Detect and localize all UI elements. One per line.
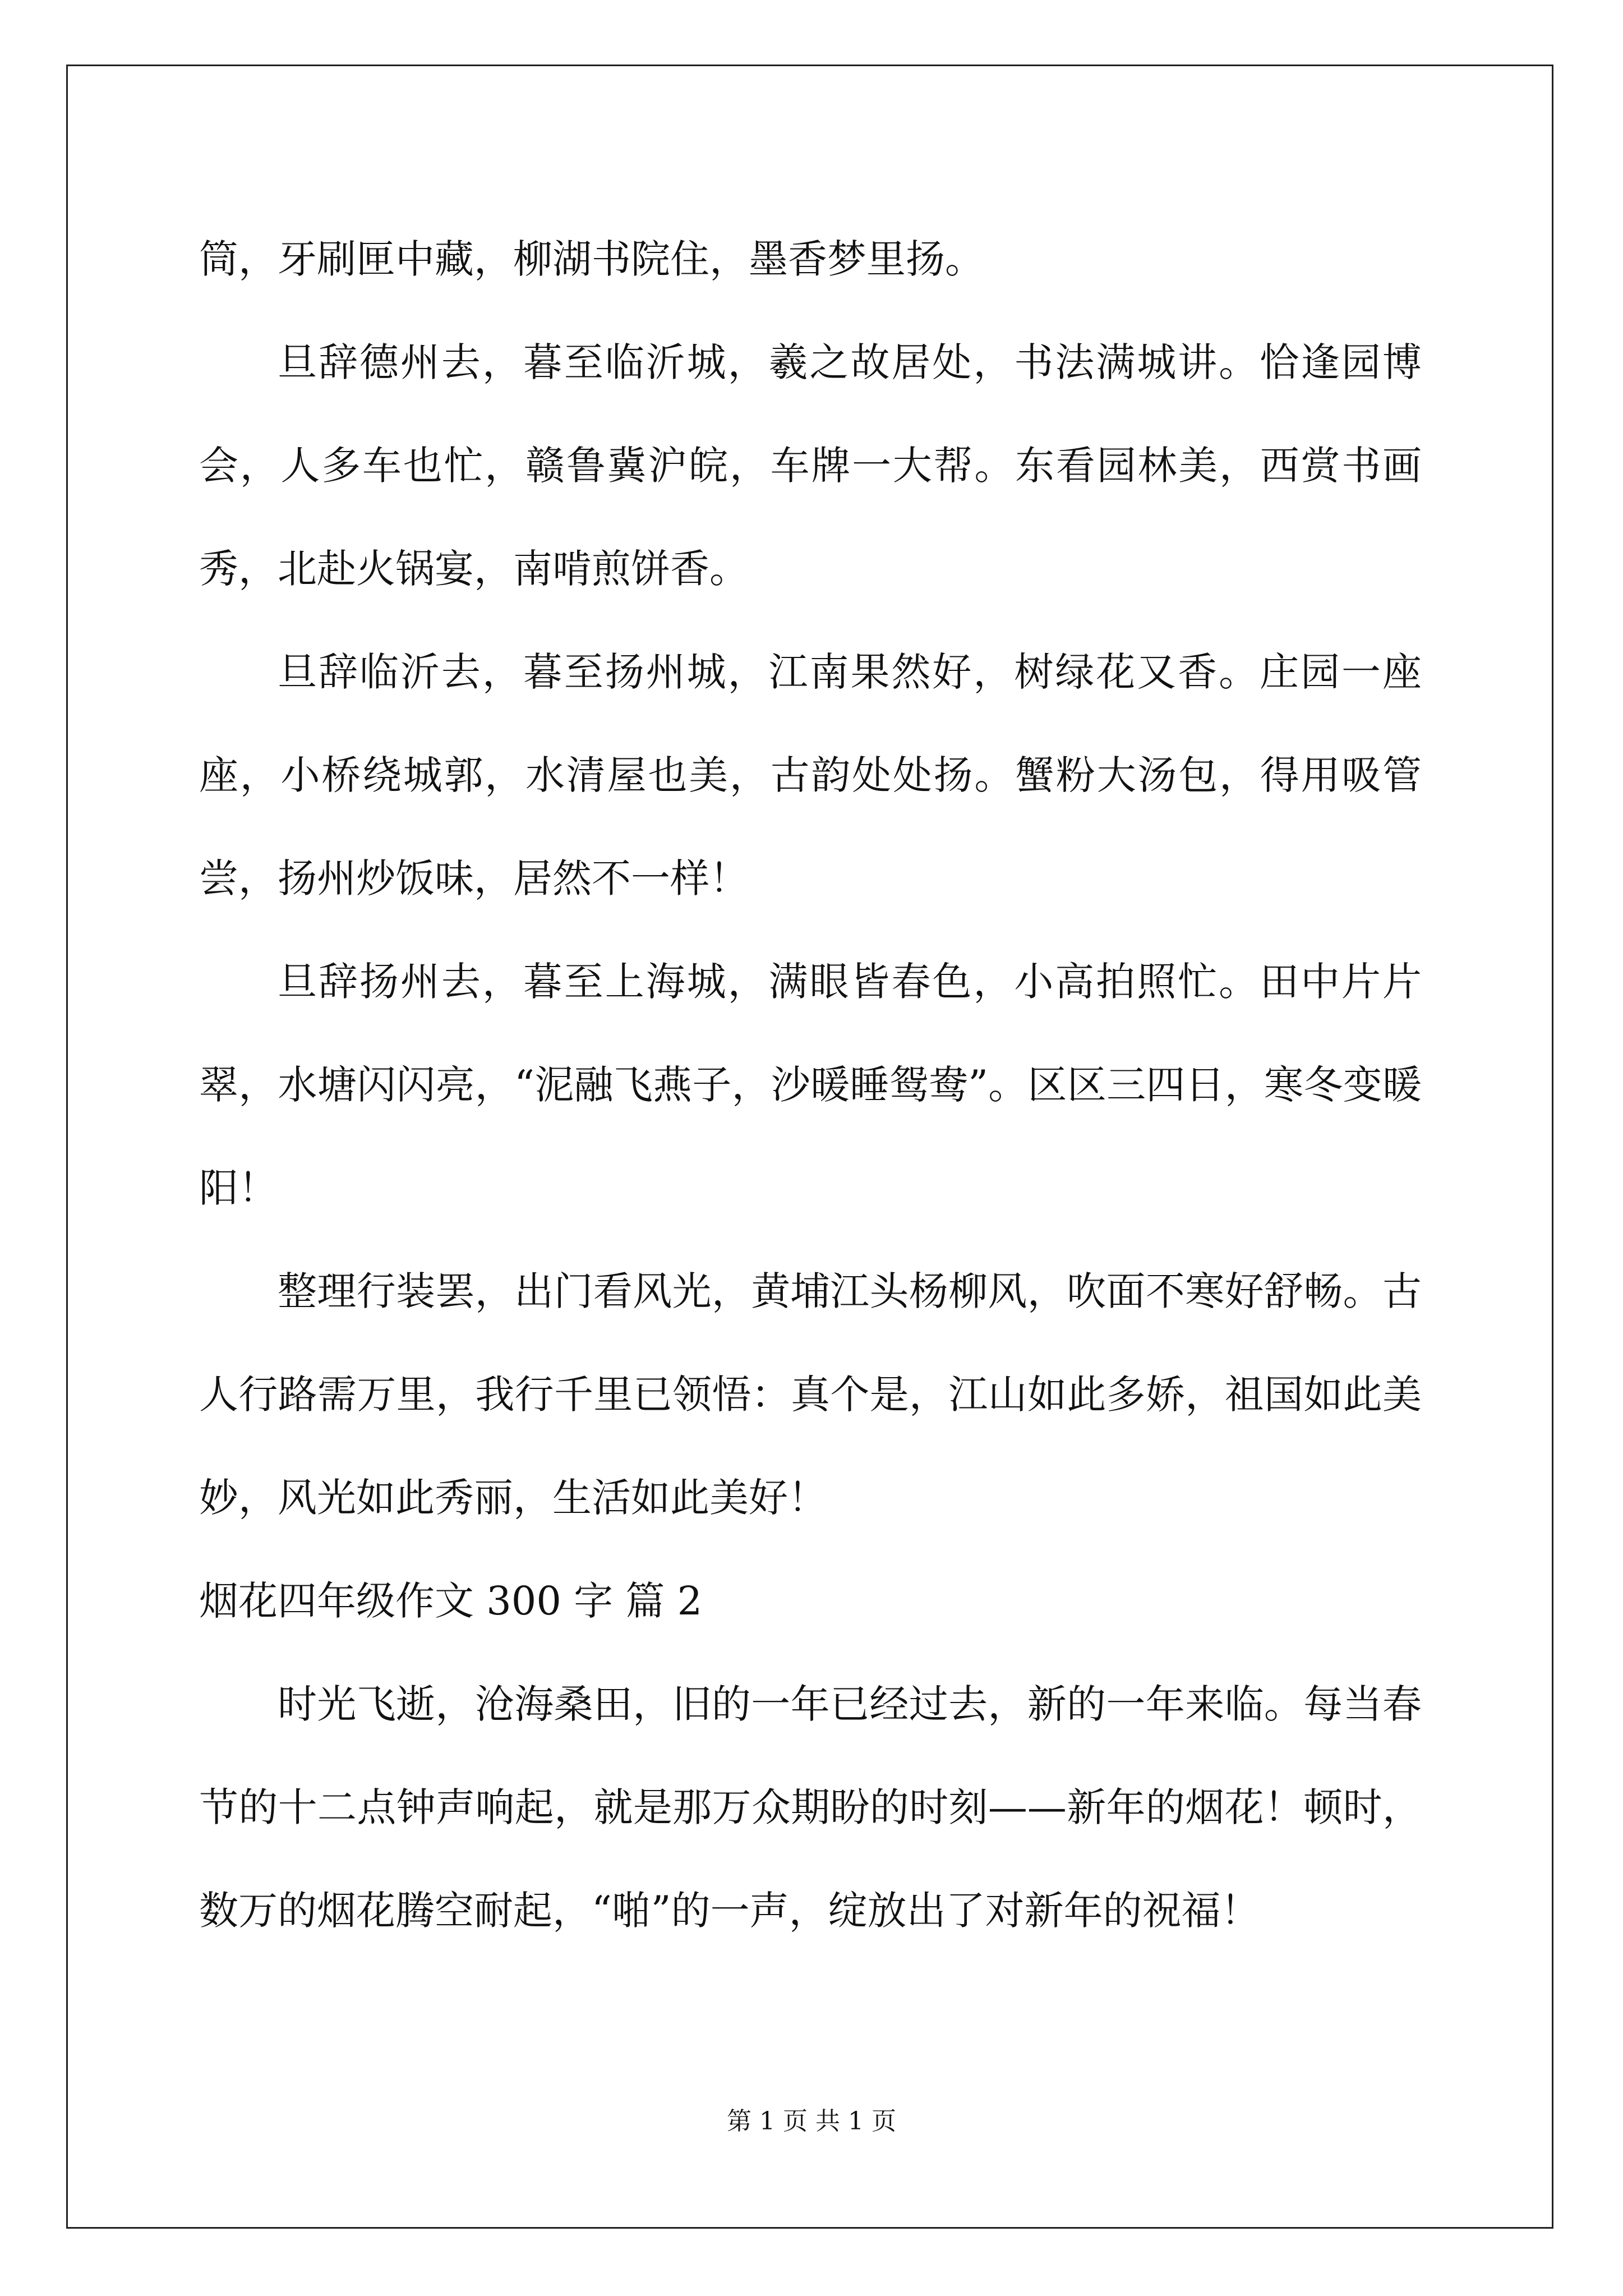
page-footer: 第 1 页 共 1 页: [727, 2107, 896, 2136]
paragraph-6: 时光飞逝，沧海桑田，旧的一年已经过去，新的一年来临。每当春节的十二点钟声响起，就是那万众期盼的时刻——新年的烟花！顿时，数万的烟花腾空耐起，“啪”的一声，绽放出了对新年的祝福！: [199, 1681, 1422, 1934]
paragraph-4: 旦辞扬州去，暮至上海城，满眼皆春色，小高拍照忙。田中片片翠，水塘闪闪亮，“泥融飞燕子，沙暖睡鸳鸯”。区区三四日，寒冬变暖阳！: [199, 959, 1422, 1211]
paragraph-3: 旦辞临沂去，暮至扬州城，江南果然好，树绿花又香。庄园一座座，小桥绕城郭，水清屋也美，古韵处处扬。蟹粉大汤包，得用吸管尝，扬州炒饭味，居然不一样！: [199, 649, 1422, 901]
paragraph-5: 整理行装罢，出门看风光，黄埔江头杨柳风，吹面不寒好舒畅。古人行路需万里，我行千里已领悟：真个是，江山如此多娇，祖国如此美妙，风光如此秀丽，生活如此美好！: [199, 1268, 1422, 1521]
paragraph-1: 筒，牙刷匣中藏，柳湖书院住，墨香梦里扬。: [199, 236, 984, 282]
paragraph-2: 旦辞德州去，暮至临沂城，羲之故居处，书法满城讲。恰逢园博会，人多车也忙，赣鲁冀沪皖，车牌一大帮。东看园林美，西赏书画秀，北赴火锅宴，南啃煎饼香。: [199, 339, 1422, 592]
document-body: [199, 208, 1422, 1962]
section-heading: 烟花四年级作文 300 字 篇 2: [199, 1578, 703, 1624]
